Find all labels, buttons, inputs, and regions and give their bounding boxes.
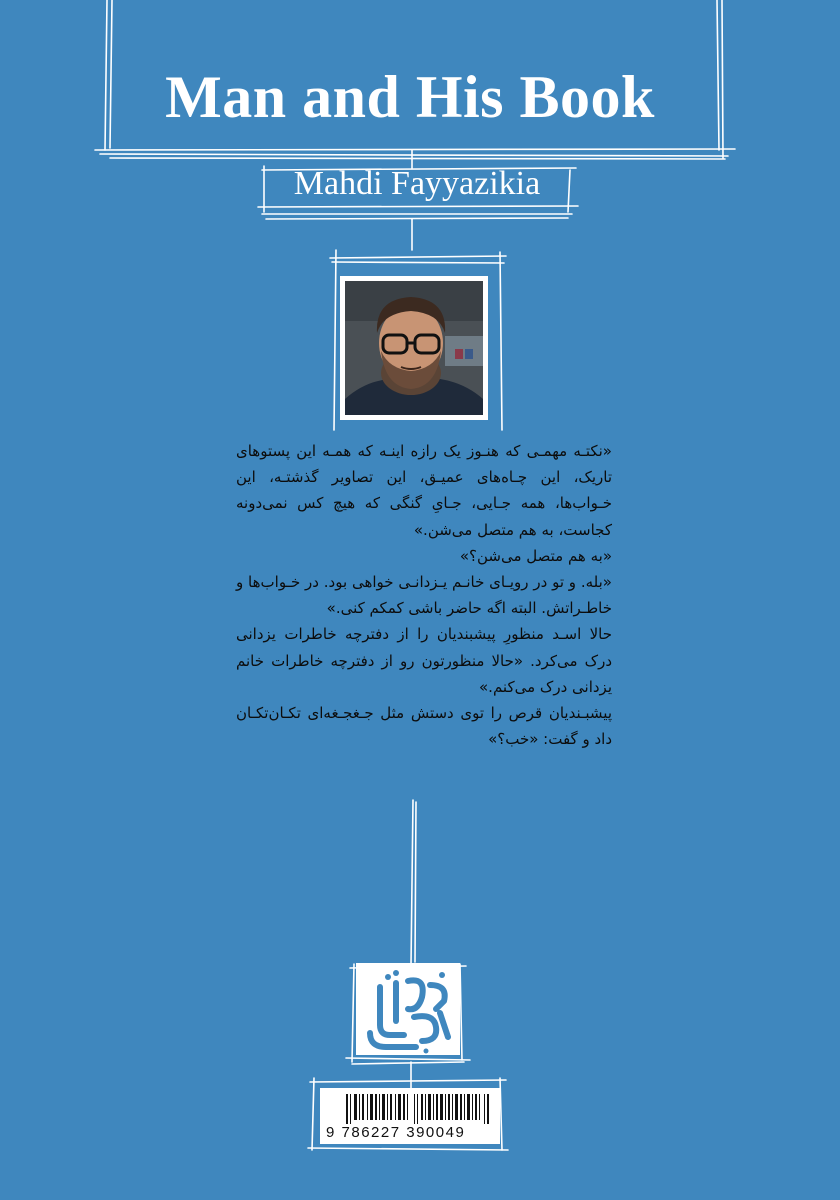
blurb-paragraph: «به هم متصل می‌شن؟» <box>459 546 612 565</box>
isbn-barcode <box>320 1088 500 1144</box>
publisher-calligraphy-logo-icon <box>356 963 460 1055</box>
barcode-bars <box>346 1094 491 1124</box>
blurb-paragraph: «نکتـه مهمـی که هنـوز یک رازه اینـه که همـه این پستوهای تاریک، این چـاه‌های عمیـق، این تصاویر گذشتـه، این خـواب‌ها، همه جـایی، جـایِ گنگی که هیچ کس نمی‌دونه کجاست، به هم متصل می‌شن.» <box>236 442 612 539</box>
author-name: Mahdi Fayyazikia <box>293 165 541 202</box>
author-portrait-icon <box>345 281 483 415</box>
author-photo-frame <box>340 276 488 420</box>
isbn-digits: 9 786227 390049 <box>326 1124 466 1141</box>
blurb-paragraph: «بله. و تو در رویـای خانـم یـزدانـی خواهی بود. در خـواب‌ها و خاطـراتش. البته اگه حاضر باشی کمکم کنی.» <box>236 573 612 618</box>
blurb-paragraph: حالا اسـد منظورِ پیشبندیان را از دفترچه خاطرات یزدانی درک می‌کرد. «حالا منظورتون رو از دفترچه خاطرات خانم یزدانی درک می‌کنم.» <box>236 625 612 696</box>
publisher-logo <box>356 963 460 1055</box>
book-title: Man and His Book <box>165 64 655 130</box>
blurb-paragraph: پیشبـندیان قرص را توی دستش مثل جـغجـغه‌ای تکـان‌تکـان داد و گفت: «خب؟» <box>236 704 612 749</box>
back-cover-blurb <box>236 438 612 752</box>
